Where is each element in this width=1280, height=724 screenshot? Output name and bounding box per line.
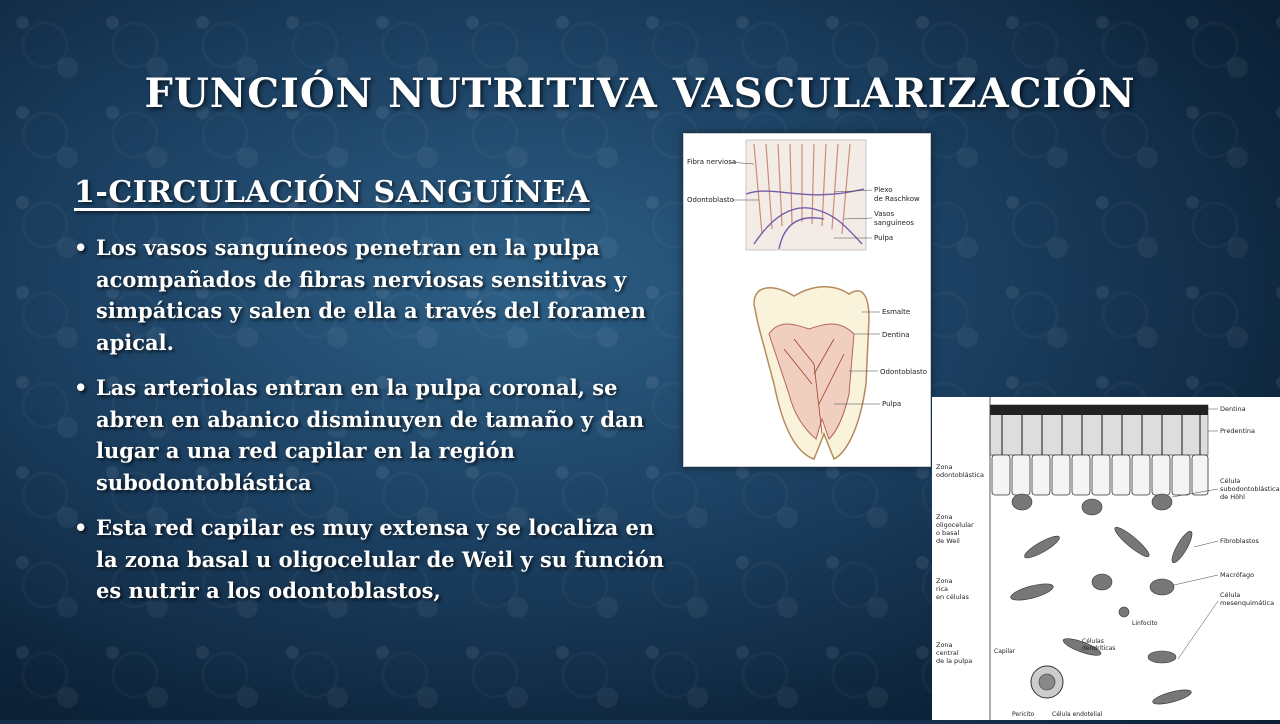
label-sanguineos: sanguíneos bbox=[874, 219, 914, 227]
label-o-basal: o basal bbox=[936, 529, 960, 537]
label-zona-2: Zona bbox=[936, 513, 953, 521]
bullet-icon: • bbox=[74, 515, 88, 540]
label-raschkow: de Raschkow bbox=[874, 195, 920, 203]
label-celula-hohl: Célula bbox=[1220, 477, 1241, 485]
pulp-zones-figure bbox=[932, 397, 1280, 720]
bullet-text: Esta red capilar es muy extensa y se localiza en la zona basal u oligocelular de Weil y su función es nutrir a los odontoblastos, bbox=[96, 515, 664, 603]
bullet-item bbox=[74, 372, 664, 498]
label-dendriticas: dendríticas bbox=[1082, 645, 1116, 652]
bullet-icon: • bbox=[74, 235, 88, 260]
label-dentina-top: Dentina bbox=[882, 331, 910, 339]
label-subodontoblastica: subodontoblástica bbox=[1220, 485, 1280, 493]
label-fibroblastos: Fibroblastos bbox=[1220, 537, 1259, 545]
label-esmalte: Esmalte bbox=[882, 308, 911, 316]
label-macrofago: Macrófago bbox=[1220, 571, 1255, 579]
label-oligocelular: oligocelular bbox=[936, 521, 974, 529]
label-celula-endotelial: Célula endotelial bbox=[1052, 711, 1103, 718]
label-fibra-nerviosa: Fibra nerviosa bbox=[687, 158, 737, 166]
label-vasos: Vasos bbox=[874, 210, 895, 218]
label-zona-1: Zona bbox=[936, 463, 953, 471]
slide-subtitle: 1-CIRCULACIÓN SANGUÍNEA bbox=[74, 175, 590, 210]
label-odontoblasto-top: Odontoblasto bbox=[687, 196, 735, 204]
label-celula-mes: Célula bbox=[1220, 591, 1241, 599]
label-zona-4: Zona bbox=[936, 641, 953, 649]
tooth-diagram-illustration bbox=[684, 134, 930, 466]
label-zona-3: Zona bbox=[936, 577, 953, 585]
label-rica: rica bbox=[936, 585, 949, 593]
bullet-text: Las arteriolas entran en la pulpa coronal, se abren en abanico disminuyen de tamaño y dan lugar a una red capilar en la región subodontoblástica bbox=[96, 375, 644, 495]
bullet-item bbox=[74, 512, 664, 607]
label-de-weil: de Weil bbox=[936, 537, 960, 545]
bullet-icon: • bbox=[74, 375, 88, 400]
label-pulpa-top: Pulpa bbox=[874, 234, 894, 242]
label-capilar: Capilar bbox=[994, 648, 1016, 655]
pulp-zones-illustration bbox=[932, 397, 1280, 720]
label-de-la-pulpa: de la pulpa bbox=[936, 657, 973, 665]
label-en-celulas: en células bbox=[936, 593, 969, 601]
label-central: central bbox=[936, 649, 959, 657]
tooth-diagram-figure bbox=[683, 133, 931, 467]
label-predentina: Predentina bbox=[1220, 427, 1256, 435]
label-pulpa-bottom: Pulpa bbox=[882, 400, 902, 408]
label-celulas: Células bbox=[1082, 638, 1104, 645]
bullet-item bbox=[74, 232, 664, 358]
label-linfocito: Linfocito bbox=[1132, 620, 1158, 627]
label-plexo: Plexo bbox=[874, 186, 893, 194]
label-pericito: Pericito bbox=[1012, 711, 1035, 718]
label-dentina: Dentina bbox=[1220, 405, 1246, 413]
slide-title: FUNCIÓN NUTRITIVA VASCULARIZACIÓN bbox=[144, 70, 1136, 117]
label-odontoblastica: odontoblástica bbox=[936, 471, 984, 479]
label-odontoblasto-bottom: Odontoblasto bbox=[880, 368, 928, 376]
label-mesenquimatica: mesenquimática bbox=[1220, 599, 1275, 607]
bullet-list bbox=[74, 232, 664, 621]
label-de-hohl: de Höhl bbox=[1220, 493, 1245, 501]
bullet-text: Los vasos sanguíneos penetran en la pulpa acompañados de fibras nerviosas sensitivas y simpáticas y salen de ella a través del foramen apical. bbox=[96, 235, 646, 355]
